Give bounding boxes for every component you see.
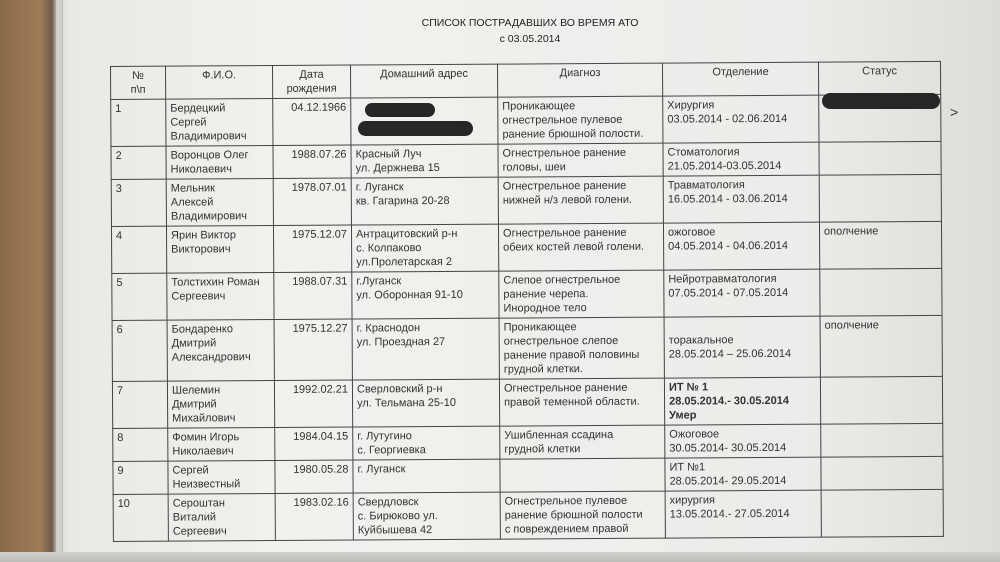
- col-status-cell: [820, 376, 942, 424]
- col-department-cell: ожоговое 04.05.2014 - 04.06.2014: [663, 222, 819, 270]
- pen-mark: >: [950, 104, 959, 120]
- table-row: [111, 94, 941, 146]
- col-address-cell: г. Луганск: [353, 459, 500, 493]
- col-name-cell: Толстихин Роман Сергеевич: [167, 273, 274, 321]
- col-birth-date-header: Дата рождения: [273, 65, 351, 98]
- col-number-cell: 7: [112, 381, 167, 428]
- col-diagnosis-header: Диагноз: [497, 63, 662, 97]
- col-name-cell: Сероштан Виталий Сергеевич: [168, 493, 275, 541]
- col-name-cell: Бондаренко Дмитрий Александрович: [167, 320, 274, 382]
- col-address-cell: Красный Луч ул. Держнева 15: [351, 144, 498, 178]
- col-department-header: Отделение: [662, 62, 818, 96]
- table-row: [112, 268, 942, 320]
- col-number-cell: 3: [111, 179, 166, 226]
- col-name-cell: Фомин Игорь Николаевич: [168, 428, 275, 462]
- col-department-cell: Ожоговое 30.05.2014- 30.05.2014: [665, 424, 821, 458]
- col-address-cell: Антрацитовский р-н с. Колпаково ул.Пролетарская 2: [351, 224, 498, 272]
- table-row: [112, 376, 942, 428]
- redaction-mark: [822, 93, 940, 109]
- col-department-cell: Хирургия 03.05.2014 - 02.06.2014: [663, 95, 819, 143]
- col-name-cell: Ярин Виктор Викторович: [166, 226, 273, 274]
- col-name-cell: Шелемин Дмитрий Михайлович: [167, 381, 274, 429]
- col-status-cell: [821, 489, 943, 537]
- col-department-cell: торакальное 28.05.2014 – 25.06.2014: [664, 316, 820, 378]
- col-diagnosis-cell: [500, 458, 665, 492]
- col-diagnosis-cell: Огнестрельное ранение нижней н/з левой голени.: [498, 176, 663, 224]
- col-birth-date-cell: 1988.07.31: [274, 272, 352, 319]
- col-diagnosis-cell: Огнестрельное ранение правой теменной области.: [499, 378, 664, 426]
- col-birth-date-cell: 1988.07.26: [273, 145, 351, 178]
- col-department-cell: ИТ № 1 28.05.2014.- 30.05.2014 Умер: [664, 377, 820, 425]
- col-number-cell: 1: [111, 99, 166, 146]
- col-name-cell: Мельник Алексей Владимирович: [166, 179, 273, 227]
- col-number-cell: 6: [112, 320, 167, 381]
- col-number-header: № п\п: [111, 66, 166, 99]
- document-title: СПИСОК ПОСТРАДАВШИХ ВО ВРЕМЯ АТО: [421, 17, 639, 29]
- col-number-cell: 8: [113, 428, 168, 461]
- col-diagnosis-cell: Слепое огнестрельное ранение черепа. Инородное тело: [499, 270, 664, 318]
- col-status-cell: [819, 174, 941, 222]
- col-department-cell: ИТ №1 28.05.2014- 29.05.2014: [665, 457, 821, 491]
- document-subtitle: с 03.05.2014: [499, 33, 561, 45]
- col-department-cell: Стоматология 21.05.2014-03.05.2014: [663, 142, 819, 176]
- table-header: [111, 61, 941, 99]
- col-diagnosis-cell: Огнестрельное ранение обеих костей левой голени.: [498, 223, 663, 271]
- col-birth-date-cell: 1978.07.01: [273, 178, 351, 225]
- col-birth-date-cell: 04.12.1966: [273, 98, 351, 145]
- redaction-mark: [358, 121, 473, 136]
- col-status-cell: [819, 141, 941, 175]
- col-diagnosis-cell: Огнестрельное пулевое ранение брюшной полости с повреждением правой: [500, 491, 665, 539]
- col-birth-date-cell: 1984.04.15: [275, 427, 353, 460]
- col-diagnosis-cell: Проникающее огнестрельное пулевое ранение брюшной полости.: [498, 96, 663, 144]
- col-department-cell: Травматология 16.05.2014 - 03.06.2014: [663, 175, 819, 223]
- table-row: [111, 174, 941, 226]
- col-diagnosis-cell: Проникающее огнестрельное слепое ранение правой половины грудной клетки.: [499, 317, 664, 379]
- col-birth-date-cell: 1983.02.16: [275, 493, 353, 540]
- col-status-header: Статус: [818, 61, 940, 95]
- col-address-cell: Сверловский р-н ул. Тельмана 25-10: [352, 379, 499, 427]
- col-name-header: Ф.И.О.: [166, 66, 273, 100]
- col-name-cell: Сергей Неизвестный: [168, 460, 275, 494]
- col-number-cell: 2: [111, 146, 166, 179]
- casualty-table: [110, 61, 944, 542]
- col-department-cell: Нейротравматология 07.05.2014 - 07.05.2014: [664, 269, 820, 317]
- table-row: [111, 221, 941, 273]
- col-address-header: Домашний адрес: [350, 64, 497, 98]
- col-number-cell: 9: [113, 461, 168, 494]
- col-birth-date-cell: 1975.12.07: [273, 225, 351, 272]
- col-name-cell: Воронцов Олег Николаевич: [166, 146, 273, 180]
- table-row: [113, 456, 943, 494]
- col-status-cell: [821, 456, 943, 490]
- col-birth-date-cell: 1992.02.21: [274, 380, 352, 427]
- col-name-cell: Бердецкий Сергей Владимирович: [166, 99, 273, 147]
- table-row: [111, 141, 941, 179]
- col-address-cell: Свердловск с. Бирюково ул. Куйбышева 42: [353, 492, 500, 540]
- col-status-cell: [821, 423, 943, 457]
- col-status-cell: [820, 268, 942, 316]
- col-status-cell: ополчение: [820, 315, 942, 377]
- table-row: [112, 315, 942, 381]
- col-number-cell: 10: [113, 494, 168, 541]
- col-number-cell: 5: [112, 273, 167, 320]
- col-address-cell: г. Краснодон ул. Проездная 27: [352, 318, 499, 380]
- col-status-cell: ополчение: [819, 221, 941, 269]
- col-department-cell: хирургия 13.05.2014.- 27.05.2014: [665, 490, 821, 538]
- col-diagnosis-cell: Огнестрельное ранение головы, шеи: [498, 143, 663, 177]
- col-diagnosis-cell: Ушибленная ссадина грудной клетки: [500, 425, 665, 459]
- col-address-cell: г. Лутугино с. Георгиевка: [353, 426, 500, 460]
- col-address-cell: г.Луганск ул. Оборонная 91-10: [352, 271, 499, 319]
- table-row: [113, 423, 943, 461]
- col-address-cell: г. Луганск кв. Гагарина 20-28: [351, 177, 498, 225]
- paper-edge: [56, 0, 63, 562]
- surface-below: [0, 552, 1000, 562]
- table-row: [113, 489, 943, 541]
- redaction-mark: [365, 103, 435, 117]
- col-birth-date-cell: 1980.05.28: [275, 460, 353, 493]
- col-number-cell: 4: [111, 226, 166, 273]
- col-birth-date-cell: 1975.12.27: [274, 319, 352, 380]
